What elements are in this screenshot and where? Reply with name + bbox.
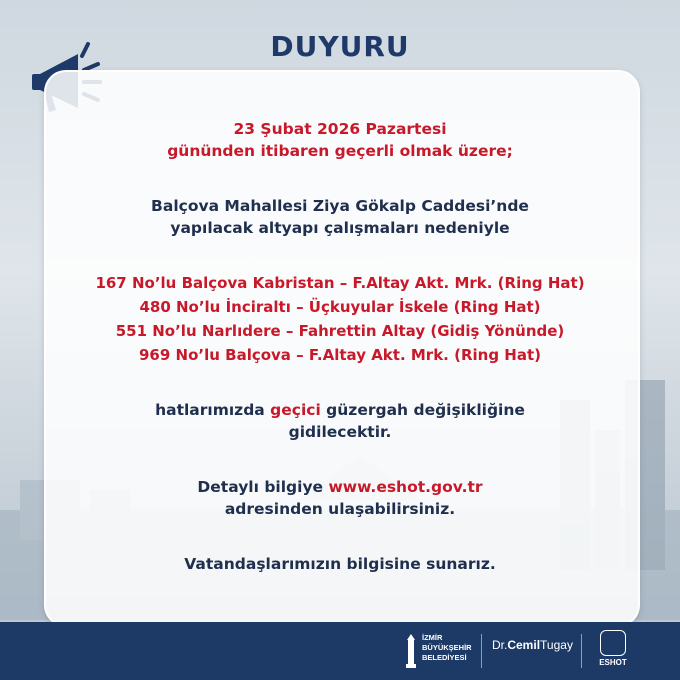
- mayor-name: Cemil: [507, 638, 541, 652]
- footer-divider: [481, 634, 482, 668]
- mayor-surname: Tugay: [540, 638, 573, 652]
- footer-divider: [581, 634, 582, 668]
- date-line: 23 Şubat 2026 Pazartesi: [233, 120, 447, 138]
- website-link[interactable]: www.eshot.gov.tr: [328, 478, 483, 496]
- notice-reason: [44, 195, 636, 239]
- validity-line: gününden itibaren geçerli olmak üzere;: [167, 142, 513, 160]
- eshot-logo-icon: [600, 630, 626, 656]
- route-item: 167 No’lu Balçova Kabristan – F.Altay Akt. Mrk. (Ring Hat): [95, 274, 585, 292]
- route-list: [44, 271, 636, 367]
- page-title: DUYURU: [270, 30, 410, 63]
- clock-tower-logo-icon: [404, 634, 418, 668]
- ibb-line: BÜYÜKŞEHİR: [422, 643, 472, 652]
- route-item: 480 No’lu İnciraltı – Üçkuyular İskele (Ring Hat): [139, 298, 541, 316]
- mayor-prefix: Dr.: [492, 638, 508, 652]
- change-pre: hatlarımızda: [155, 401, 271, 419]
- mayor-signature: [492, 638, 573, 652]
- change-highlight: geçici: [270, 401, 321, 419]
- footer-bar: [0, 622, 680, 680]
- reason-line-1: Balçova Mahallesi Ziya Gökalp Caddesi’nde: [151, 197, 529, 215]
- closing-text: Vatandaşlarımızın bilgisine sunarız.: [184, 555, 496, 573]
- change-line-2: gidilecektir.: [288, 423, 392, 441]
- reason-line-2: yapılacak altyapı çalışmaları nedeniyle: [170, 219, 510, 237]
- detail-line-2: adresinden ulaşabilirsiniz.: [224, 500, 456, 518]
- change-line-1: [44, 399, 636, 421]
- ibb-line: BELEDİYESİ: [422, 653, 467, 662]
- notice-date: [44, 118, 636, 162]
- eshot-label: ESHOT: [599, 658, 627, 667]
- ibb-logo-text: [422, 633, 472, 663]
- route-item: 969 No’lu Balçova – F.Altay Akt. Mrk. (Ring Hat): [139, 346, 541, 364]
- detail-line-1: [44, 476, 636, 498]
- change-notice: [44, 399, 636, 443]
- ibb-line: İZMİR: [422, 633, 443, 642]
- detail-notice: [44, 476, 636, 520]
- detail-pre: Detaylı bilgiye: [197, 478, 329, 496]
- change-post: güzergah değişikliğine: [320, 401, 525, 419]
- route-item: 551 No’lu Narlıdere – Fahrettin Altay (Gidiş Yönünde): [115, 322, 565, 340]
